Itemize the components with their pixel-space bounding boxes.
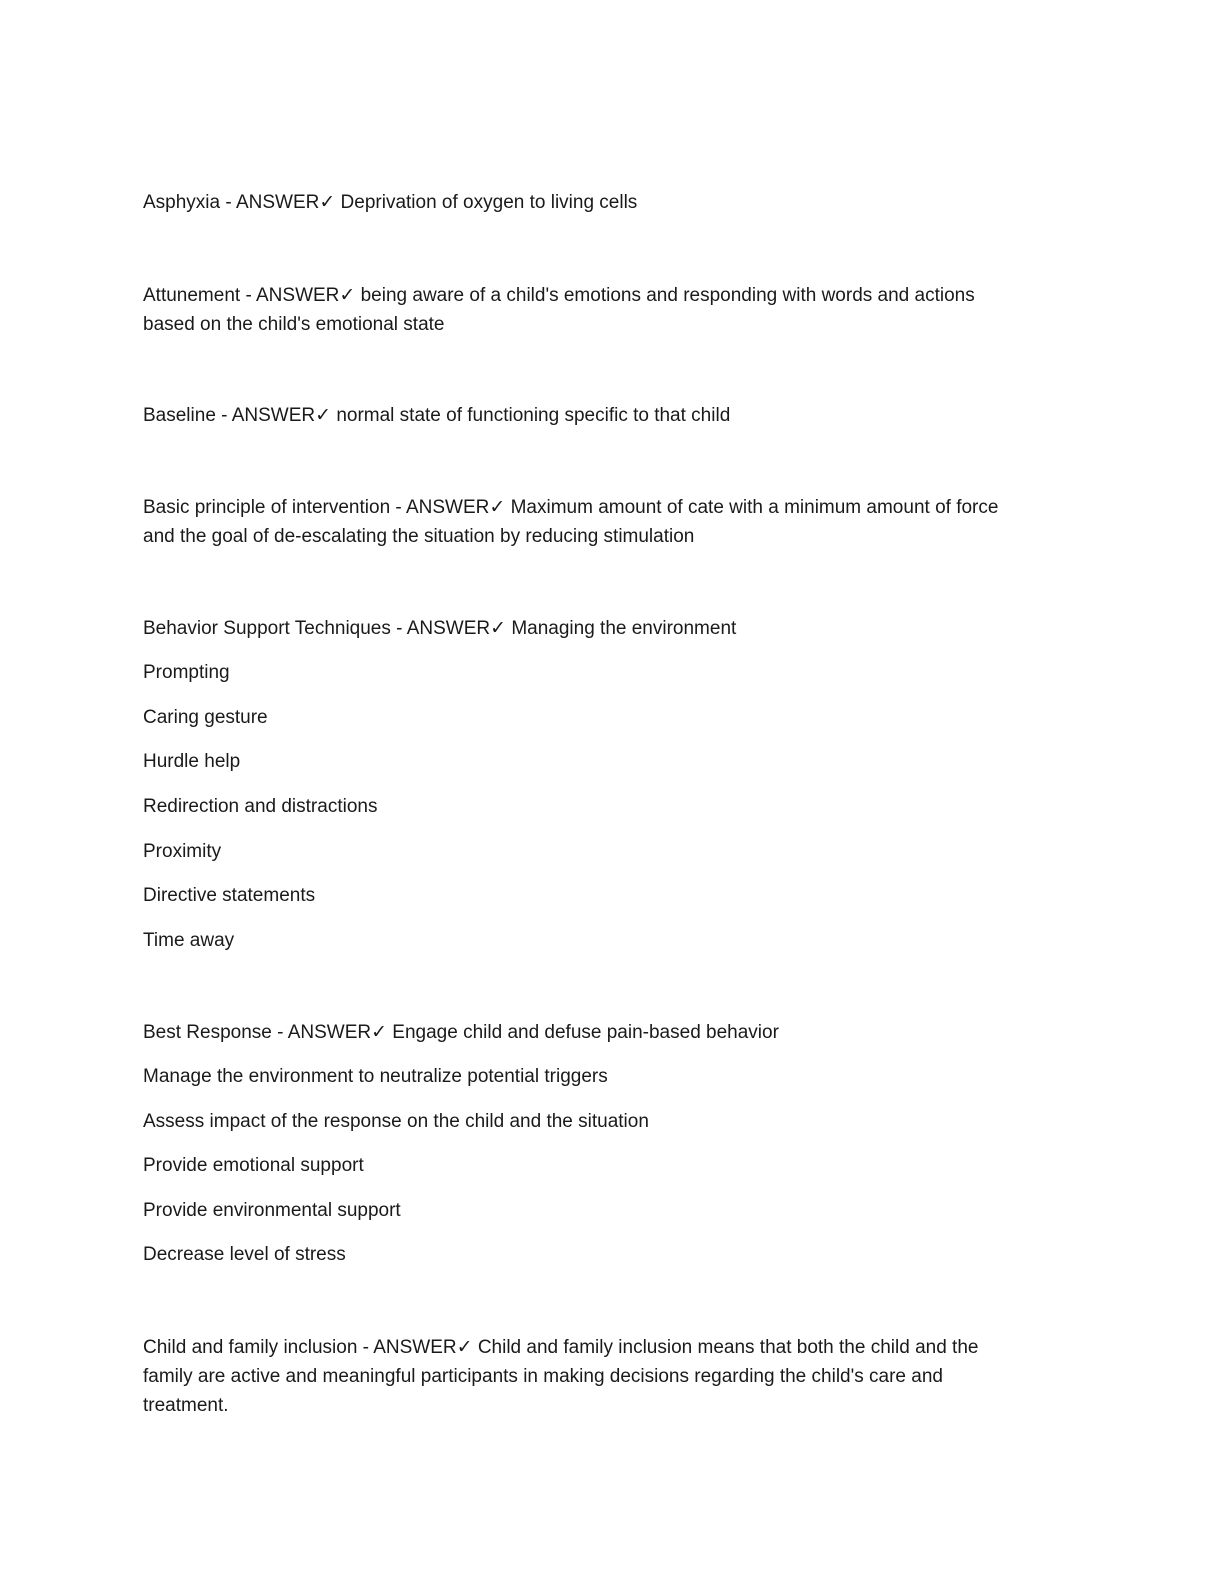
list-item: Decrease level of stress [143, 1244, 346, 1265]
checkmark-icon: ✓ [319, 191, 336, 213]
entry-baseline [143, 401, 1073, 430]
list-item: Caring gesture [143, 707, 268, 728]
list-item: Manage the environment to neutralize potential triggers [143, 1066, 608, 1087]
list-item: Provide emotional support [143, 1155, 364, 1176]
entry-behavior-support [143, 614, 1073, 643]
checkmark-icon: ✓ [371, 1021, 388, 1043]
entry-asphyxia [143, 188, 1073, 217]
answer-separator: - ANSWER [220, 192, 320, 213]
checkmark-icon: ✓ [489, 496, 506, 518]
entry-term: Asphyxia [143, 192, 221, 213]
answer-separator: - ANSWER [271, 1022, 372, 1043]
entry-best-response [143, 1018, 1073, 1047]
entry-line [143, 1018, 1073, 1047]
list-item: Assess impact of the response on the child and the situation [143, 1111, 649, 1132]
entry-answer: Managing the environment [511, 618, 737, 639]
answer-separator: - ANSWER [357, 1337, 457, 1358]
entry-line [143, 281, 1073, 310]
list-item: Prompting [143, 662, 230, 683]
entry-term: Behavior Support Techniques [143, 618, 391, 639]
answer-separator: - ANSWER [390, 618, 491, 639]
list-item: Provide environmental support [143, 1200, 401, 1221]
entry-answer: Child and family inclusion means that both the child and the [477, 1337, 979, 1358]
entry-answer-continued: and the goal of de-escalating the situation by reducing stimulation [143, 526, 695, 547]
entry-answer: Maximum amount of cate with a minimum amount of force [510, 497, 999, 518]
entry-answer: Engage child and defuse pain-based behavior [392, 1022, 779, 1043]
entry-line [143, 401, 1073, 430]
entry-line [143, 188, 1073, 217]
checkmark-icon: ✓ [315, 404, 332, 426]
answer-separator: - ANSWER [215, 405, 316, 426]
entry-child-family-inclusion [143, 1333, 1073, 1420]
checkmark-icon: ✓ [339, 284, 356, 306]
entry-answer: Deprivation of oxygen to living cells [340, 192, 638, 213]
entry-line [143, 1333, 1073, 1362]
entry-term: Attunement [143, 285, 241, 306]
checkmark-icon: ✓ [456, 1336, 473, 1358]
entry-term: Basic principle of intervention [143, 497, 391, 518]
entry-term: Baseline [143, 405, 216, 426]
entry-basic-principle [143, 493, 1073, 551]
entry-line [143, 493, 1073, 522]
entry-term: Child and family inclusion [143, 1337, 358, 1358]
list-item: Hurdle help [143, 751, 241, 772]
answer-separator: - ANSWER [390, 497, 490, 518]
entry-answer-continued: family are active and meaningful participants in making decisions regarding the child's care and [143, 1366, 943, 1387]
entry-term: Best Response [143, 1022, 272, 1043]
entry-answer: normal state of functioning specific to that child [336, 405, 731, 426]
list-item: Directive statements [143, 885, 316, 906]
list-item: Proximity [143, 841, 222, 862]
checkmark-icon: ✓ [490, 617, 507, 639]
entry-answer-continued: based on the child's emotional state [143, 314, 445, 335]
entry-answer-continued: treatment. [143, 1395, 229, 1416]
entry-attunement [143, 281, 1073, 339]
list-item: Time away [143, 930, 235, 951]
entry-answer: being aware of a child's emotions and responding with words and actions [360, 285, 975, 306]
entry-line [143, 614, 1073, 643]
answer-separator: - ANSWER [240, 285, 340, 306]
list-item: Redirection and distractions [143, 796, 378, 817]
